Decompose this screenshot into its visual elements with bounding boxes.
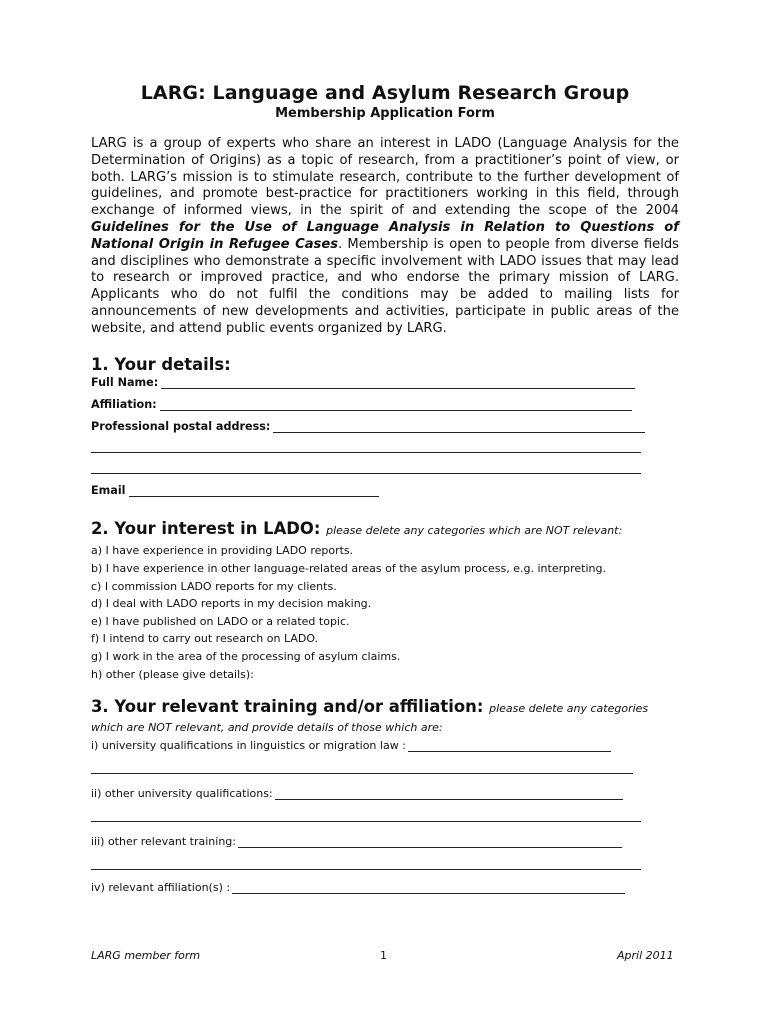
full-name-line[interactable]: [161, 377, 635, 389]
email-field[interactable]: [91, 484, 379, 497]
section-2-title: 2. Your interest in LADO:: [91, 519, 321, 538]
page-subtitle: Membership Application Form: [275, 106, 495, 121]
training-item-other-training[interactable]: [91, 835, 622, 848]
training-item-other-university[interactable]: [91, 787, 623, 800]
interest-option-g[interactable]: g) I work in the area of the processing of asylum claims.: [91, 650, 401, 663]
page-title: LARG: Language and Asylum Research Group: [140, 82, 630, 104]
postal-address-line[interactable]: [273, 421, 645, 433]
postal-address-line-2[interactable]: [91, 452, 641, 453]
affiliation-line[interactable]: [160, 399, 632, 411]
interest-option-a[interactable]: a) I have experience in providing LADO reports.: [91, 544, 354, 557]
full-name-label: Full Name:: [91, 376, 159, 389]
section-2-heading: [91, 519, 622, 538]
intro-text-1: LARG is a group of experts who share an interest in LADO (Language Analysis for the Determination of Origins) as a topic of research, from a practitioner’s point of view, or both. LARG’s mission is to stimulate research, contribute to the further development of guidelines, and promote best-practice for practitioners working in this field, through exchange of informed views, in the spirit of and extending the scope of the 2004: [91, 136, 679, 219]
interest-option-f[interactable]: f) I intend to carry out research on LADO.: [91, 632, 319, 645]
section-3-heading: [91, 698, 681, 736]
training-line-other-training[interactable]: [238, 836, 622, 848]
postal-address-line-3[interactable]: [91, 473, 641, 474]
intro-paragraph: [91, 136, 679, 338]
full-name-field[interactable]: [91, 376, 635, 389]
interest-option-b[interactable]: b) I have experience in other language-related areas of the asylum process, e.g. interpreting.: [91, 562, 606, 575]
footer-form-name: LARG member form: [91, 949, 201, 962]
footer-page-number: 1: [380, 949, 387, 962]
email-line[interactable]: [129, 485, 379, 497]
email-label: Email: [91, 484, 126, 497]
affiliation-label: Affiliation:: [91, 398, 157, 411]
intro-text-2: . Membership is open to people from diverse fields and disciplines who demonstrate a specific involvement with LADO issues that may lead to research or improved practice, and who endorse the primary mission of LARG. Applicants who do not fulfil the conditions may be added to mailing lists for announcements of new developments and activities, participate in public areas of the website, and attend public events organized by LARG.: [91, 236, 679, 336]
training-line-other-training-2[interactable]: [91, 869, 641, 870]
footer-date: April 2011: [617, 949, 674, 962]
training-item-university-linguistics[interactable]: [91, 739, 611, 752]
interest-option-h[interactable]: h) other (please give details):: [91, 668, 254, 681]
affiliation-field[interactable]: [91, 398, 632, 411]
postal-address-label: Professional postal address:: [91, 420, 271, 433]
section-1-heading: 1. Your details:: [91, 355, 231, 374]
training-line-university-linguistics[interactable]: [408, 740, 611, 752]
intro-guidelines-title: Guidelines for the Use of Language Analysis in Relation to Questions of National Origin in Refugee Cases: [91, 219, 679, 252]
section-2-note: please delete any categories which are NOT relevant:: [326, 524, 623, 537]
training-line-other-university[interactable]: [275, 788, 623, 800]
section-3-note: please delete any categories which are NOT relevant, and provide details of those which are:: [91, 702, 649, 734]
training-line-other-university-2[interactable]: [91, 821, 641, 822]
training-label-other-training: iii) other relevant training:: [91, 835, 236, 848]
training-line-affiliations[interactable]: [232, 882, 625, 894]
training-label-other-university: ii) other university qualifications:: [91, 787, 273, 800]
interest-option-e[interactable]: e) I have published on LADO or a related topic.: [91, 615, 350, 628]
training-line-university-linguistics-2[interactable]: [91, 773, 633, 774]
training-label-university-linguistics: i) university qualifications in linguistics or migration law :: [91, 739, 406, 752]
section-3-title: 3. Your relevant training and/or affiliation:: [91, 697, 484, 716]
interest-option-c[interactable]: c) I commission LADO reports for my clients.: [91, 580, 337, 593]
training-label-affiliations: iv) relevant affiliation(s) :: [91, 881, 231, 894]
training-item-affiliations[interactable]: [91, 881, 625, 894]
interest-option-d[interactable]: d) I deal with LADO reports in my decision making.: [91, 597, 372, 610]
postal-address-field[interactable]: [91, 420, 645, 433]
